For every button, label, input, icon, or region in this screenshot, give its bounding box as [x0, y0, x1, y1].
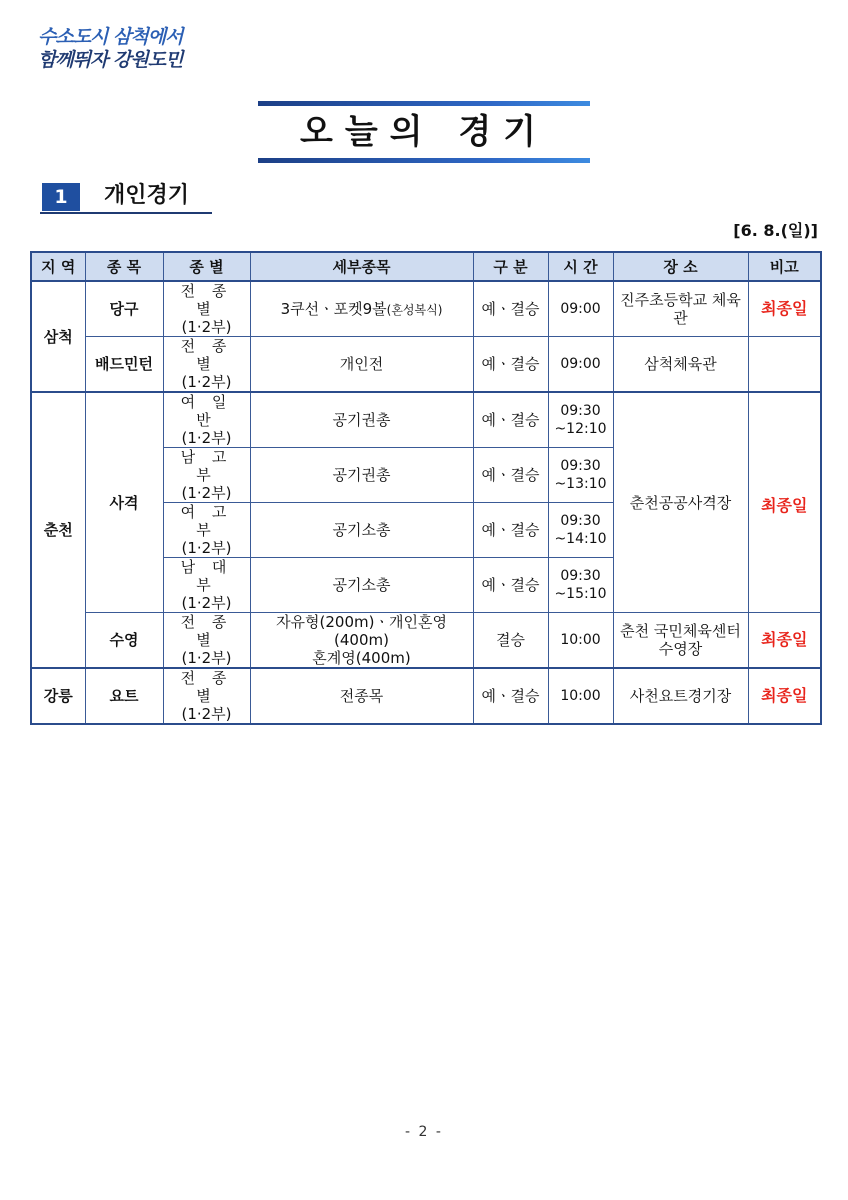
type-cell: 결승	[473, 613, 548, 669]
detail-cell: 공기소총	[250, 503, 473, 558]
category-cell	[163, 448, 250, 503]
category-cell	[163, 613, 250, 669]
category-cell	[163, 281, 250, 337]
sport-cell: 수영	[85, 613, 163, 669]
category-cell	[163, 337, 250, 393]
time-cell	[548, 392, 613, 448]
category-label: 전 종 별	[180, 669, 233, 705]
time-end: ~15:10	[554, 586, 607, 602]
time-cell: 09:00	[548, 337, 613, 393]
sport-cell: 요트	[85, 668, 163, 724]
time-start: 09:30	[560, 403, 601, 419]
division-label: (1·2부)	[181, 373, 232, 391]
detail-cell: 개인전	[250, 337, 473, 393]
category-label: 남 대 부	[180, 558, 233, 594]
place-cell: 춘천공공사격장	[613, 392, 748, 613]
category-label: 남 고 부	[180, 448, 233, 484]
place-cell: 진주초등학교 체육관	[613, 281, 748, 337]
time-end: ~12:10	[554, 421, 607, 437]
type-cell: 예ㆍ결승	[473, 281, 548, 337]
time-cell	[548, 448, 613, 503]
time-start: 09:30	[560, 568, 601, 584]
detail-line2: 혼계영(400m)	[312, 649, 411, 667]
type-cell: 예ㆍ결승	[473, 392, 548, 448]
time-end: ~13:10	[554, 476, 607, 492]
time-cell	[548, 503, 613, 558]
category-label: 여 고 부	[180, 503, 233, 539]
header-note: 비고	[748, 252, 821, 281]
time-end: ~14:10	[554, 531, 607, 547]
header-detail: 세부종목	[250, 252, 473, 281]
category-cell	[163, 503, 250, 558]
time-cell: 10:00	[548, 668, 613, 724]
detail-cell: 공기권총	[250, 448, 473, 503]
detail-cell	[250, 613, 473, 669]
note-cell	[748, 337, 821, 393]
header-sport: 종 목	[85, 252, 163, 281]
type-cell: 예ㆍ결승	[473, 558, 548, 613]
category-cell	[163, 668, 250, 724]
division-label: (1·2부)	[181, 594, 232, 612]
place-cell: 춘천 국민체육센터 수영장	[613, 613, 748, 669]
division-label: (1·2부)	[181, 318, 232, 336]
sport-cell: 배드민턴	[85, 337, 163, 393]
header-time: 시 간	[548, 252, 613, 281]
region-cell: 춘천	[31, 392, 85, 668]
category-cell	[163, 558, 250, 613]
time-cell: 10:00	[548, 613, 613, 669]
title-bottom-bar	[258, 158, 590, 163]
table-row	[31, 392, 821, 448]
note-cell: 최종일	[748, 668, 821, 724]
detail-cell: 공기권총	[250, 392, 473, 448]
detail-cell	[250, 281, 473, 337]
region-cell: 강릉	[31, 668, 85, 724]
detail-cell: 공기소총	[250, 558, 473, 613]
page-number: - 2 -	[405, 1124, 443, 1140]
type-cell: 예ㆍ결승	[473, 337, 548, 393]
date-label: [6. 8.(일)]	[733, 221, 818, 240]
header-type: 구 분	[473, 252, 548, 281]
header-region: 지 역	[31, 252, 85, 281]
detail-label: 3쿠선ㆍ포켓9볼	[280, 299, 387, 318]
page-title: 오늘의 경기	[299, 112, 549, 152]
category-cell	[163, 392, 250, 448]
schedule-table	[30, 251, 822, 725]
division-label: (1·2부)	[181, 429, 232, 447]
type-cell: 예ㆍ결승	[473, 503, 548, 558]
detail-note: (혼성복식)	[386, 302, 443, 317]
time-start: 09:30	[560, 513, 601, 529]
division-label: (1·2부)	[181, 705, 232, 723]
time-cell	[548, 558, 613, 613]
category-label: 여 일 반	[180, 393, 233, 429]
category-label: 전 종 별	[180, 337, 233, 373]
detail-line1: 자유형(200m)ㆍ개인혼영(400m)	[276, 613, 447, 649]
section-number: 1	[42, 183, 80, 211]
division-label: (1·2부)	[181, 539, 232, 557]
slogan-line1: 수소도시 삼척에서	[38, 26, 183, 48]
division-label: (1·2부)	[181, 484, 232, 502]
division-label: (1·2부)	[181, 649, 232, 667]
section-title: 개인경기	[104, 183, 190, 208]
section-underline	[40, 212, 212, 214]
sport-cell: 사격	[85, 392, 163, 613]
title-box	[258, 101, 590, 165]
note-cell: 최종일	[748, 281, 821, 337]
place-cell: 삼척체육관	[613, 337, 748, 393]
table-row	[31, 668, 821, 724]
note-cell: 최종일	[748, 392, 821, 613]
category-label: 전 종 별	[180, 613, 233, 649]
header-place: 장 소	[613, 252, 748, 281]
title-top-bar	[258, 101, 590, 106]
table-row	[31, 613, 821, 669]
sport-cell: 당구	[85, 281, 163, 337]
note-cell: 최종일	[748, 613, 821, 669]
header-category: 종 별	[163, 252, 250, 281]
time-cell: 09:00	[548, 281, 613, 337]
type-cell: 예ㆍ결승	[473, 668, 548, 724]
table-row	[31, 281, 821, 337]
slogan-line2: 함께뛰자 강원도민	[38, 49, 183, 71]
detail-cell: 전종목	[250, 668, 473, 724]
place-cell: 사천요트경기장	[613, 668, 748, 724]
table-header-row	[31, 252, 821, 281]
slogan	[38, 26, 182, 72]
time-start: 09:30	[560, 458, 601, 474]
table-row	[31, 337, 821, 393]
type-cell: 예ㆍ결승	[473, 448, 548, 503]
category-label: 전 종 별	[180, 282, 233, 318]
region-cell: 삼척	[31, 281, 85, 392]
